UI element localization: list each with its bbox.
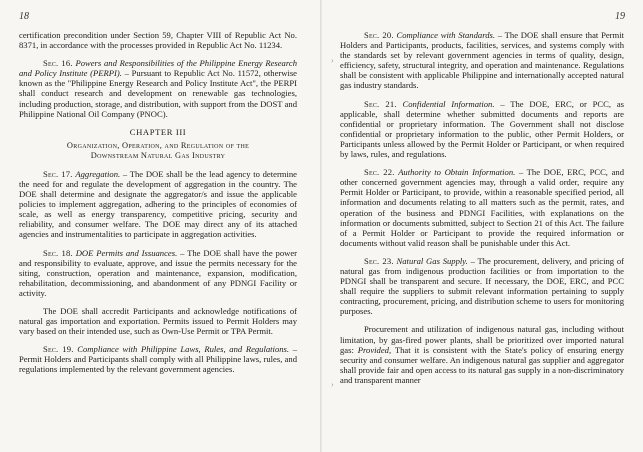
section-body: – The DOE shall be the lead agency to determine the need for and regulate the development of aggregation in the country. The DOE shall determine and designate the aggregator/s and issue the applicable policies to implement aggregation, adhering to the principles of economies of scale, as well as energy transparency, competitive pricing, security and reliability, and consumer welfare. The DOE may direct any of its attached agencies and instrumentalities to participate in aggregation activities.	[19, 168, 297, 240]
paragraph-text: Procurement and utilization of indigenous natural gas, including without limitation, by gas-fired power plants, shall be prioritized over imported natural gas:	[340, 324, 624, 355]
section-title: Powers and Responsibilities of the Philippine Energy Research and Policy Institute (PERPI).	[19, 58, 297, 79]
section-title: DOE Permits and Issuances.	[75, 247, 178, 258]
section-23	[340, 256, 624, 317]
section-title: Compliance with Philippine Laws, Rules, and Regulations.	[77, 344, 290, 355]
proviso: Provided,	[357, 344, 392, 355]
section-label: Sec. 20.	[364, 30, 394, 40]
section-body: – The DOE shall have the power and responsibility to evaluate, approve, and issue the permits necessary for the siting, construction, operation and maintenance, expansion, modification, rehabilitation, decommissioning, and abandonment of any PDNGI Facility or activity.	[19, 247, 297, 298]
left-page	[0, 0, 321, 452]
section-title: Natural Gas Supply.	[396, 255, 468, 266]
margin-mark-icon: ›	[331, 56, 334, 65]
section-label: Sec. 16.	[43, 58, 73, 69]
section-18	[19, 248, 297, 298]
section-21	[340, 99, 624, 160]
section-body: – The DOE shall ensure that Permit Holders and Participants, products, facilities, services, and systems comply with the standards set by relevant government agencies in terms of quality, design, efficiency, safety, structural integrity, and operation and maintenance. Regulations shall be consistent with applicable Philippine and internationally accepted natural gas industry standards.	[340, 30, 624, 91]
section-body: – The procurement, delivery, and pricing of natural gas from indigenous production facilities or from importation to the PDNGI shall be transparent and secure. If necessary, the DOE, ERC, and PCC shall require the suppliers to submit relevant information pertaining to supply contracting, procurement, pricing, and distribution scheme to users for monitoring purposes.	[340, 255, 625, 317]
section-body: – The DOE, ERC, PCC, and other concerned government agencies may, through a valid order, require any Permit Holder or Participant, to provide, within a reasonable specified period, all information and documents relating to all matters such as the permit, rates, and operation of the business and PDNGI Facilities, with explanations on the information or documents submitted, subject to Section 21 of this Act. The failure of a Permit Holder or Participant to provide the required information or documents without valid reason shall be punishable under this Act.	[340, 167, 624, 248]
section-title: Aggregation.	[75, 168, 121, 179]
section-label: Sec. 22.	[364, 167, 395, 178]
paragraph-text: That it is consistent with the State's policy of ensuring energy security and consumer welfare. An indigenous natural gas supplier and aggregator shall provide fair and open access to its natural gas supply in a non-discriminatory and transparent manner	[340, 344, 624, 385]
section-title: Authority to Obtain Information.	[398, 167, 516, 178]
page-number: 18	[19, 11, 29, 22]
section-title: Compliance with Standards.	[396, 30, 496, 40]
section-label: Sec. 19.	[43, 344, 74, 355]
right-page	[322, 0, 643, 452]
section-body: – Pursuant to Republic Act No. 11572, otherwise known as the "Philippine Energy Research and Policy Institute Act", the PERPI shall conduct research and development on renewable gas technologies, including production, storage, and distribution, with support from the DOST and Philippine National Oil Company (PNOC).	[19, 68, 298, 119]
page-number: 19	[615, 11, 625, 22]
chapter-subtitle-line: Organization, Operation, and Regulation of the	[66, 140, 250, 150]
section-16	[19, 58, 297, 119]
section-title: Confidential Information.	[402, 98, 495, 109]
paragraph	[340, 324, 624, 385]
section-20	[340, 30, 624, 91]
section-19	[19, 344, 297, 374]
right-text-column	[340, 30, 624, 393]
margin-mark-icon: ›	[331, 380, 334, 389]
section-17	[19, 169, 297, 240]
section-label: Sec. 17.	[43, 168, 73, 179]
section-label: Sec. 18.	[43, 247, 73, 258]
chapter-subtitle	[19, 141, 297, 161]
chapter-subtitle-line: Downstream Natural Gas Industry	[90, 150, 226, 160]
section-22	[340, 167, 624, 248]
left-text-column	[19, 30, 297, 383]
section-label: Sec. 23.	[364, 255, 394, 266]
paragraph: certification precondition under Section 59, Chapter VIII of Republic Act No. 8371, in accordance with the processes provided in Republic Act No. 11234.	[19, 30, 297, 51]
section-body: – Permit Holders and Participants shall comply with all Philippine laws, rules, and regulations implemented by the relevant government agencies.	[19, 344, 297, 375]
section-body: – The DOE, ERC, or PCC, as applicable, shall determine whether submitted documents and reports are confidential or proprietary information. The Government shall not disclose confidential or proprietary information to the public, other Permit Holders, or Participants unless allowed by the Permit Holder or Participant, or when required by laws, rules, and regulations.	[340, 98, 624, 160]
paragraph: The DOE shall accredit Participants and acknowledge notifications of natural gas importation and exportation. Permits issued to Permit Holders may vary based on their intended use, such as Own-Use Permit or TPA Permit.	[19, 305, 297, 337]
section-label: Sec. 21.	[364, 98, 397, 109]
chapter-heading: CHAPTER III	[129, 126, 187, 137]
